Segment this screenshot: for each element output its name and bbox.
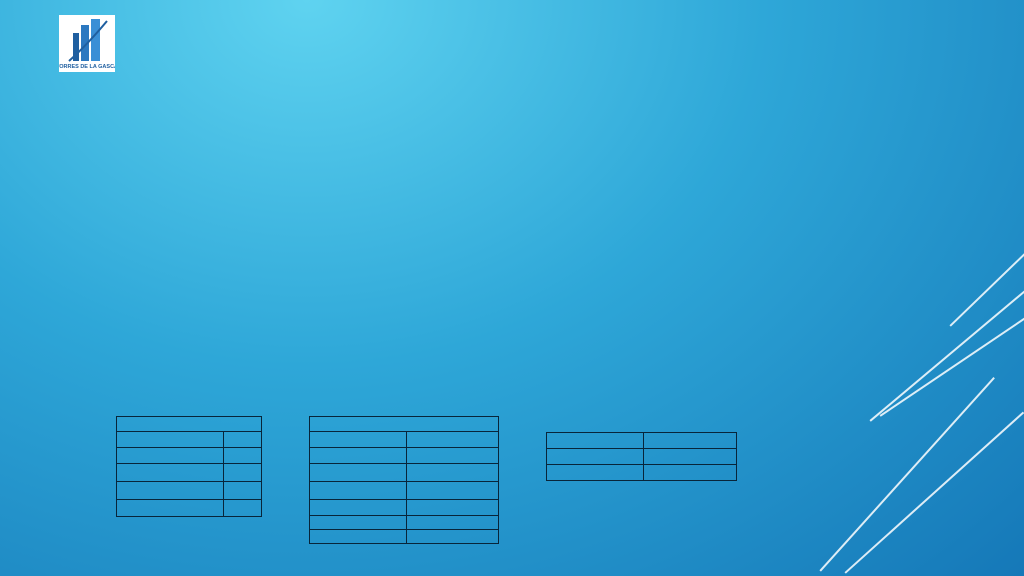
saldo-inicial-value	[224, 432, 262, 448]
empty-cell	[407, 516, 499, 530]
balance-egresos-value	[644, 449, 737, 465]
svg-text:TORRES DE LA GASCA: TORRES DE LA GASCA	[59, 64, 115, 70]
summary-ingresos-table	[116, 416, 262, 517]
torre3-value	[224, 482, 262, 500]
balance-egresos-label	[547, 449, 644, 465]
saldo-inicial-label	[117, 432, 224, 448]
torre1-label	[117, 448, 224, 464]
decorative-line	[880, 303, 1024, 416]
empty-cell	[310, 500, 407, 516]
pago-limpieza-value	[407, 448, 499, 464]
decorative-line	[949, 242, 1024, 326]
pagos-luz-value	[407, 432, 499, 448]
summary-ingresos-title	[117, 417, 262, 432]
towers-logo-icon	[59, 15, 115, 72]
torre2-value	[224, 464, 262, 482]
saldo-label	[547, 465, 644, 481]
total-general-value	[224, 500, 262, 517]
balance-ingresos-value	[644, 433, 737, 449]
decorative-line	[870, 285, 1024, 421]
balance-table	[546, 432, 737, 481]
empty-cell	[310, 482, 407, 500]
torre1-value	[224, 448, 262, 464]
total-general-label	[117, 500, 224, 517]
empty-cell	[310, 516, 407, 530]
balance-ingresos-label	[547, 433, 644, 449]
company-logo	[59, 15, 115, 72]
pagos-luz-label	[310, 432, 407, 448]
empty-cell	[407, 482, 499, 500]
pago-limpieza-label	[310, 448, 407, 464]
decorative-line	[844, 412, 1023, 574]
summary-egresos-table	[309, 416, 499, 544]
gastos-varios-label	[310, 464, 407, 482]
decorative-line	[819, 377, 994, 571]
saldo-value	[644, 465, 737, 481]
torre2-label	[117, 464, 224, 482]
gastos-varios-value	[407, 464, 499, 482]
egresos-total-value	[407, 530, 499, 544]
summary-egresos-title	[310, 417, 499, 432]
egresos-total-label	[310, 530, 407, 544]
empty-cell	[407, 500, 499, 516]
torre3-label	[117, 482, 224, 500]
